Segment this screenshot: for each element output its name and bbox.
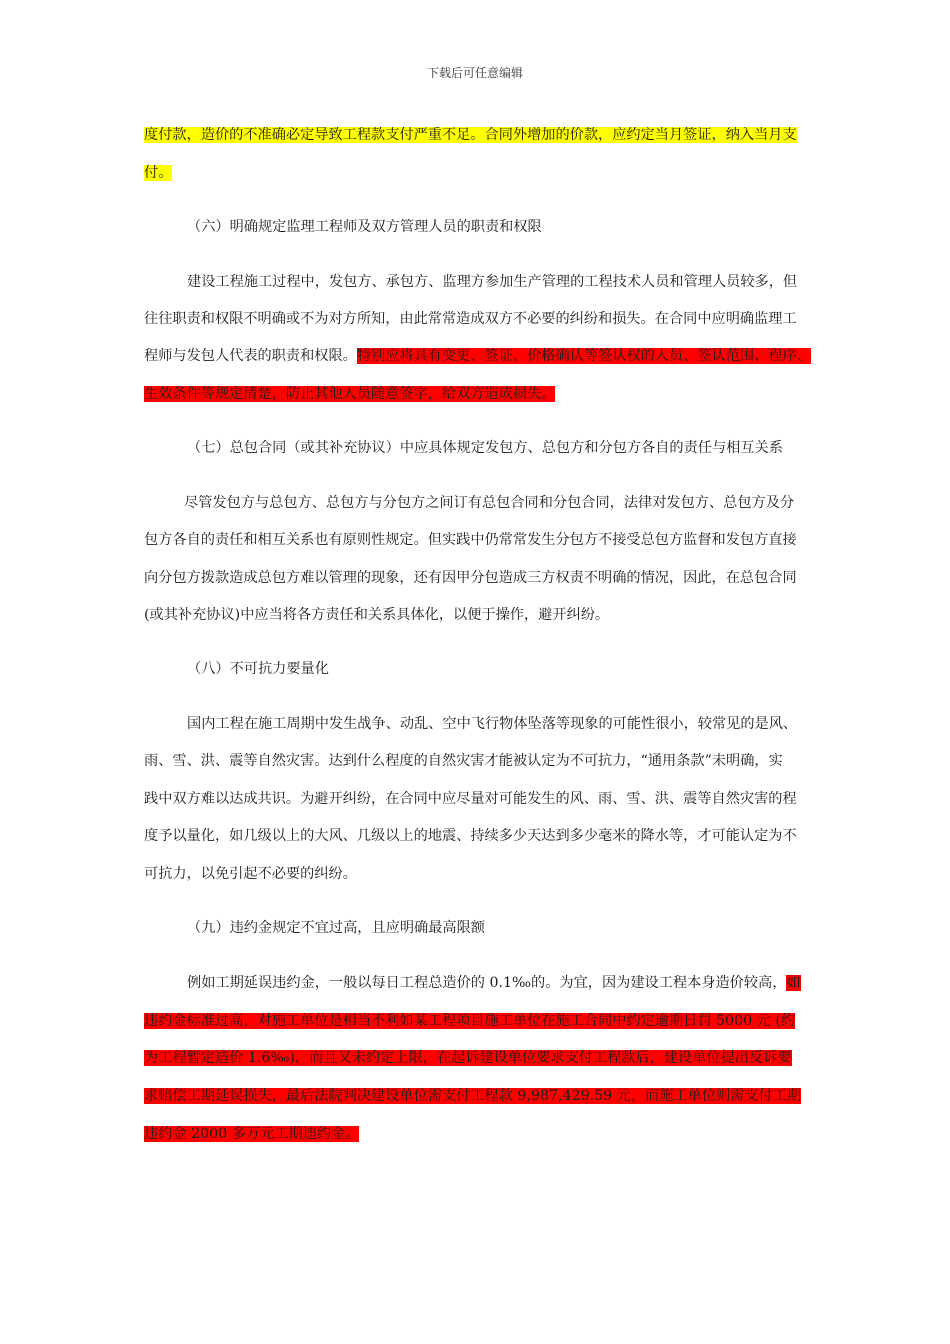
highlight-yellow: 度付款，造价的不准确必定导致工程款支付严重不足。合同外增加的价款，应约定当月签证，纳入当月支	[144, 127, 797, 143]
section-heading: （七）总包合同（或其补充协议）中应具体规定发包方、总包方和分包方各自的责任与相互关系	[187, 440, 783, 456]
section-heading: （六）明确规定监理工程师及双方管理人员的职责和权限	[187, 219, 542, 235]
paragraph-line	[144, 345, 811, 367]
paragraph-line: 尽管发包方与总包方、总包方与分包方之间订有总包合同和分包合同，法律对发包方、总包方及分	[184, 495, 795, 511]
paragraph-line: (或其补充协议)中应当将各方责任和关系具体化，以便于操作，避开纠纷。	[144, 607, 610, 623]
paragraph-line: 向分包方拨款造成总包方难以管理的现象，还有因甲分包造成三方权责不明确的情况，因此，在总包合同	[144, 570, 797, 586]
section-heading: （八）不可抗力要量化	[187, 661, 329, 677]
highlight-red: 如	[786, 975, 801, 991]
highlight-red: 为工程暂定造价 1.6‰)，而且又未约定上限，在起诉建设单位要求支付工程款后，建设单位提出反诉要	[144, 1050, 792, 1066]
paragraph-line: 包方各自的责任和相互关系也有原则性规定。但实践中仍常常发生分包方不接受总包方监督和发包方直接	[144, 532, 797, 548]
highlight-yellow: 付。	[144, 165, 173, 181]
highlight-red: 特别应将具有变更、签证、价格确认等签认权的人员、签认范围、程序、	[356, 348, 811, 364]
highlight-red: 违约金 2000 多万元工期违约金。	[144, 1126, 360, 1142]
paragraph-line	[144, 124, 797, 146]
paragraph-line: 雨、雪、洪、震等自然灾害。达到什么程度的自然灾害才能被认定为不可抗力，“通用条款”未明确，实	[144, 753, 783, 769]
paragraph-line	[144, 1047, 792, 1069]
highlight-red: 生效条件等规定清楚，防止其他人员随意签字，给双方造成损失。	[144, 386, 556, 402]
paragraph-line	[144, 162, 172, 184]
text-run: 例如工期延误违约金，一般以每日工程总造价的 0.1‰的。为宜，因为建设工程本身造价较高，	[187, 975, 787, 991]
paragraph-line	[144, 1010, 795, 1032]
paragraph-line: 建设工程施工过程中，发包方、承包方、监理方参加生产管理的工程技术人员和管理人员较多，但	[187, 274, 798, 290]
text-run: 程师与发包人代表的职责和权限。	[144, 348, 357, 364]
paragraph-line	[144, 972, 801, 994]
paragraph-line: 度予以量化，如几级以上的大风、几级以上的地震、持续多少天达到多少毫米的降水等，才可能认定为不	[144, 828, 797, 844]
paragraph-line	[144, 383, 555, 405]
paragraph-line	[144, 1085, 801, 1107]
paragraph-line: 往往职责和权限不明确或不为对方所知，由此常常造成双方不必要的纠纷和损失。在合同中应明确监理工	[144, 311, 797, 327]
highlight-red: 求赔偿工期延误损失，最后法院判决建设单位需支付工程款 9,987,429.59 元，而施工单位则需支付工期	[144, 1088, 802, 1104]
paragraph-line: 可抗力，以免引起不必要的纠纷。	[144, 866, 357, 882]
highlight-red: 违约金标准过高，对施工单位是相当不利如某工程项目施工单位在施工合同中约定逾期日罚 5000 元 (约	[144, 1013, 796, 1029]
section-heading: （九）违约金规定不宜过高，且应明确最高限额	[187, 920, 485, 936]
paragraph-line: 践中双方难以达成共识。为避开纠纷，在合同中应尽量对可能发生的风、雨、雪、洪、震等自然灾害的程	[144, 791, 797, 807]
paragraph-line	[144, 1123, 359, 1145]
page-header: 下载后可任意编辑	[426, 66, 523, 80]
paragraph-line: 国内工程在施工周期中发生战争、动乱、空中飞行物体坠落等现象的可能性很小，较常见的是风、	[187, 716, 798, 732]
